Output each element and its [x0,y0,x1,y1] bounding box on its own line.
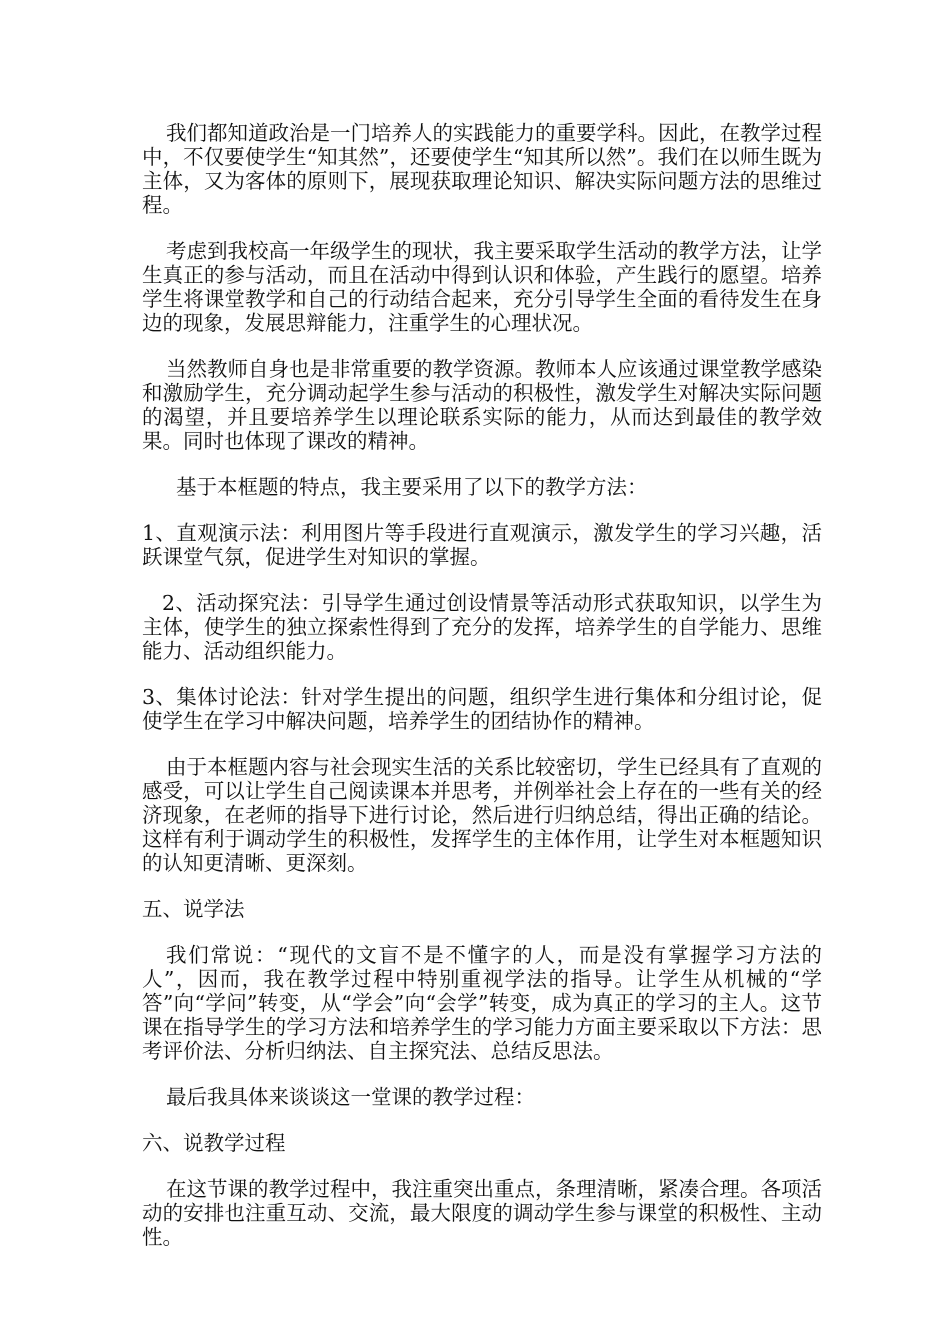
paragraph-teaching-process: 在这节课的教学过程中，我注重突出重点，条理清晰，紧凑合理。各项活动的安排也注重互动、交流，最大限度的调动学生参与课堂的积极性、主动性。 [142,1177,822,1249]
paragraph-teacher-resource: 当然教师自身也是非常重要的教学资源。教师本人应该通过课堂教学感染和激励学生，充分调动起学生参与活动的积极性，激发学生对解决实际问题的渴望，并且要培养学生以理论联系实际的能力，从而达到最佳的教学效果。同时也体现了课改的精神。 [142,357,822,453]
paragraph-learning-methods: 我们常说：“现代的文盲不是不懂字的人，而是没有掌握学习方法的人”，因而，我在教学过程中特别重视学法的指导。让学生从机械的“学答”向“学问”转变，从“学会”向“会学”转变，成为真正的学习的主人。这节课在指导学生的学习方法和培养学生的学习能力方面主要采取以下方法：思考评价法、分析归纳法、自主探究法、总结反思法。 [142,943,822,1063]
document-body [142,121,822,1271]
paragraph-process-intro: 最后我具体来谈谈这一堂课的教学过程： [166,1085,535,1109]
paragraph-reading-discussion: 由于本框题内容与社会现实生活的关系比较密切，学生已经具有了直观的感受，可以让学生自己阅读课本并思考，并例举社会上存在的一些有关的经济现象，在老师的指导下进行讨论，然后进行归纳总结，得出正确的结论。这样有利于调动学生的积极性，发挥学生的主体作用，让学生对本框题知识的认知更清晰、更深刻。 [142,755,822,875]
section-heading-learning-methods: 五、说学法 [142,897,245,921]
list-item-method-3: 3、集体讨论法：针对学生提出的问题，组织学生进行集体和分组讨论，促使学生在学习中解决问题，培养学生的团结协作的精神。 [142,685,822,733]
paragraph-teaching-philosophy: 我们都知道政治是一门培养人的实践能力的重要学科。因此，在教学过程中，不仅要使学生“知其然”，还要使学生“知其所以然”。我们在以师生既为主体，又为客体的原则下，展现获取理论知识、解决实际问题方法的思维过程。 [142,121,822,217]
paragraph-student-activity-method: 考虑到我校高一年级学生的现状，我主要采取学生活动的教学方法，让学生真正的参与活动，而且在活动中得到认识和体验，产生践行的愿望。培养学生将课堂教学和自己的行动结合起来，充分引导学生全面的看待发生在身边的现象，发展思辩能力，注重学生的心理状况。 [142,239,822,335]
paragraph-methods-intro: 基于本框题的特点，我主要采用了以下的教学方法： [176,475,648,499]
section-heading-teaching-process: 六、说教学过程 [142,1131,286,1155]
list-item-method-2: 2、活动探究法：引导学生通过创设情景等活动形式获取知识，以学生为主体，使学生的独立探索性得到了充分的发挥，培养学生的自学能力、思维能力、活动组织能力。 [142,591,822,663]
list-item-method-1: 1、直观演示法：利用图片等手段进行直观演示，激发学生的学习兴趣，活跃课堂气氛，促进学生对知识的掌握。 [142,521,822,569]
